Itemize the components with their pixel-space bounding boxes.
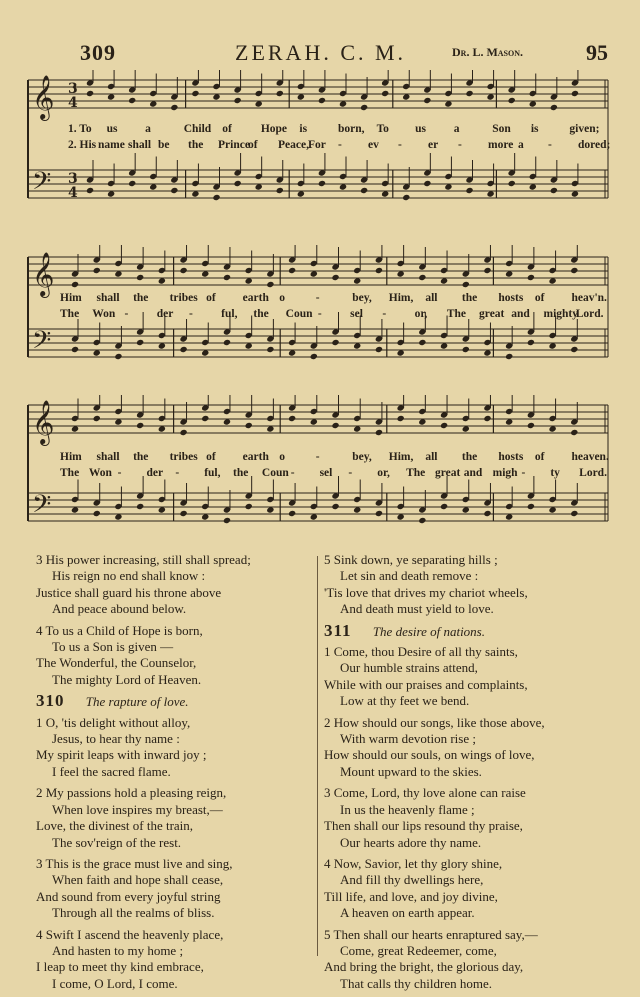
treble-clef-icon: 𝄞 <box>32 400 55 444</box>
lyric-syllable: ful, <box>221 308 238 320</box>
stanza-line: And bring the bright, the glorious day, <box>324 959 524 975</box>
note-head <box>571 90 579 97</box>
stanza <box>324 552 614 618</box>
note-head <box>136 339 144 346</box>
lyric-syllable: all <box>425 451 438 463</box>
note-head <box>508 97 516 104</box>
note-head <box>266 346 274 353</box>
note-head <box>288 510 296 517</box>
note-head <box>440 503 448 510</box>
note-head <box>179 346 187 353</box>
note-head <box>276 187 284 194</box>
stanza-line: My spirit leaps with inward joy ; <box>36 747 207 763</box>
lyric-syllable: great <box>434 467 461 479</box>
column-divider <box>317 556 318 956</box>
hymn-number: 309 <box>80 40 116 65</box>
lyric-syllable: Son <box>492 123 511 135</box>
lyric-syllable: hosts <box>498 292 524 304</box>
svg-text:3: 3 <box>68 81 78 97</box>
stanza <box>36 785 311 851</box>
stanza <box>36 927 311 993</box>
lyric-syllable: 1. To <box>68 123 92 135</box>
lyric-syllable: the <box>188 139 204 151</box>
lyric-syllable: us <box>106 123 118 135</box>
lyric-syllable: bey, <box>352 451 372 463</box>
stanza-line: Let sin and death remove : <box>340 568 479 584</box>
stanza-line: When love inspires my breast,— <box>52 801 223 817</box>
note-head <box>418 274 426 281</box>
note-head <box>93 415 101 422</box>
lyric-syllable: a <box>518 139 524 151</box>
lyric-syllable: Prince <box>218 139 250 151</box>
lyric-syllable: earth <box>242 451 269 463</box>
note-head <box>128 97 136 104</box>
note-head <box>402 194 410 201</box>
page-number: 95 <box>586 40 608 65</box>
lyric-syllable: - <box>315 292 320 304</box>
stanza-line: How should our souls, on wings of love, <box>324 747 535 763</box>
note-head <box>570 429 578 436</box>
lyric-syllable: bey, <box>352 292 372 304</box>
bass-staff <box>28 153 608 202</box>
note-head <box>179 510 187 517</box>
stanza-line: 4 Now, Savior, let thy glory shine, <box>324 855 503 871</box>
note-head <box>93 267 101 274</box>
lyric-syllable: Hope <box>260 123 288 135</box>
lyric-syllable: us <box>415 123 427 135</box>
note-head <box>527 422 535 429</box>
lyric-syllable: mighty <box>543 308 579 320</box>
lyric-syllable: - <box>124 308 129 320</box>
note-head <box>71 346 79 353</box>
music-system-1 <box>20 70 615 230</box>
lyric-syllable: migh <box>492 467 518 479</box>
note-head <box>223 274 231 281</box>
stanza <box>36 856 311 922</box>
lyric-syllable: more <box>488 139 514 151</box>
stanza-line: When faith and hope shall cease, <box>52 872 224 888</box>
note-head <box>223 339 231 346</box>
lyric-syllable: To <box>376 123 389 135</box>
lyric-syllable: of <box>206 292 216 304</box>
stanza-line: Till life, and love, and joy divine, <box>324 888 498 904</box>
lyric-syllable: - <box>548 139 552 151</box>
bass-clef-icon: 𝄢 <box>32 490 52 525</box>
lyric-syllable: er <box>428 139 439 151</box>
lyric-syllable: der <box>146 467 164 479</box>
tune-title: ZERAH. C. M. <box>235 40 407 65</box>
stanza-line: I come, O Lord, I come. <box>52 975 178 991</box>
note-head <box>527 339 535 346</box>
stanza-line: The mighty Lord of Heaven. <box>52 671 202 687</box>
hymn-311-heading <box>324 620 614 640</box>
lyric-syllable: Him, <box>388 292 414 304</box>
stanza-line: 2 My passions hold a pleasing reign, <box>36 785 227 801</box>
lyric-syllable: - <box>348 467 353 479</box>
stanza-line: I feel the sacred flame. <box>52 763 171 779</box>
stanza-line: Jesus, to hear thy name : <box>52 731 180 747</box>
note-head <box>423 180 431 187</box>
note-head <box>375 267 383 274</box>
note-head <box>170 187 178 194</box>
lyric-syllable: the <box>233 467 249 479</box>
stanza <box>324 644 614 710</box>
lyric-syllable: of <box>248 139 258 151</box>
stanza-line: 5 Sink down, ye separating hills ; <box>324 552 498 567</box>
stanza <box>36 552 311 618</box>
stanza-line: With warm devotion rise ; <box>340 731 476 747</box>
note-head <box>527 503 535 510</box>
stanza-line: Low at thy feet we bend. <box>340 693 470 709</box>
lyric-syllable: or, <box>377 467 390 479</box>
stanza-line: And fill thy dwellings here, <box>340 872 484 888</box>
note-head <box>179 429 187 436</box>
stanza-line: The Wonderful, the Counselor, <box>36 655 197 671</box>
stanza-line: Mount upward to the skies. <box>340 763 482 779</box>
stanza-line: 1 O, 'tis delight without alloy, <box>36 714 191 730</box>
left-text-column <box>36 552 311 997</box>
note-head <box>331 339 339 346</box>
note-head <box>360 104 368 111</box>
lyric-syllable: The <box>60 308 80 320</box>
stanza-line: Justice shall guard his throne above <box>36 584 222 600</box>
lyric-syllable: o <box>279 292 285 304</box>
lyric-syllable: Lord. <box>575 308 604 320</box>
note-head <box>93 510 101 517</box>
music-system-3 <box>20 395 615 545</box>
lyric-syllable: - <box>290 467 295 479</box>
stanza-line: I leap to meet thy kind embrace, <box>36 959 204 975</box>
hymn-310-title: The rapture of love. <box>85 694 189 710</box>
svg-text:4: 4 <box>68 95 78 111</box>
treble-clef-icon: 𝄞 <box>32 252 55 296</box>
lyric-syllable: Child <box>183 123 212 135</box>
note-head <box>266 281 274 288</box>
lyric-syllable: of <box>534 292 545 304</box>
lyric-syllable: - <box>188 308 193 320</box>
lyric-syllable: - <box>398 139 402 151</box>
stanza-line: While with our praises and complaints, <box>324 676 528 692</box>
note-head <box>462 281 470 288</box>
lyric-syllable: or, <box>414 308 428 320</box>
lyric-syllable: sel <box>350 308 363 320</box>
stanza-line: His reign no end shall know : <box>52 568 206 584</box>
stanza-line: And sound from every joyful string <box>36 888 221 904</box>
lyric-syllable: - <box>458 139 462 151</box>
lyric-syllable: Peace, <box>278 139 309 151</box>
lyric-syllable: sel <box>319 467 333 479</box>
note-head <box>71 281 79 288</box>
hymn-311-number: 311 <box>324 620 352 640</box>
lyric-syllable: heaven. <box>571 451 609 463</box>
right-text-column <box>324 552 614 997</box>
stanza-line: Love, the divinest of the train, <box>36 818 194 834</box>
note-head <box>310 353 318 360</box>
stanza-line: Our humble strains attend, <box>340 660 478 676</box>
lyric-syllable: dored; <box>578 139 611 151</box>
note-head <box>233 97 241 104</box>
note-head <box>331 503 339 510</box>
lyric-syllable: The <box>60 467 80 479</box>
note-head <box>212 194 220 201</box>
lyric-syllable: great <box>479 308 505 320</box>
lyric-syllable: ev <box>368 139 379 151</box>
note-head <box>550 104 558 111</box>
lyric-syllable: and <box>511 308 530 320</box>
lyric-syllable: Coun <box>261 467 289 479</box>
note-head <box>381 90 389 97</box>
lyric-syllable: 2. His <box>68 139 97 151</box>
note-head <box>288 267 296 274</box>
note-head <box>136 422 144 429</box>
note-head <box>483 415 491 422</box>
note-head <box>570 346 578 353</box>
stanza-line: 3 Come, Lord, thy love alone can raise <box>324 785 526 801</box>
lyric-syllable: Lord. <box>579 467 607 479</box>
lyric-syllable: the <box>133 292 149 304</box>
lyric-syllable: the <box>133 451 149 463</box>
lyric-syllable: Him <box>60 292 82 304</box>
note-head <box>483 510 491 517</box>
stanza-line: In us the heavenly flame ; <box>340 801 475 817</box>
lyric-syllable: is <box>299 123 308 135</box>
note-head <box>318 180 326 187</box>
note-head <box>508 180 516 187</box>
note-head <box>245 503 253 510</box>
note-head <box>179 267 187 274</box>
note-head <box>223 517 231 524</box>
note-head <box>233 180 241 187</box>
lyric-syllable: and <box>463 467 483 479</box>
stanza <box>36 715 311 781</box>
lyric-syllable: heav'n. <box>571 292 607 304</box>
lyric-syllable: - <box>117 467 122 479</box>
lyric-syllable: Him, <box>388 451 414 463</box>
note-head <box>86 90 94 97</box>
lyric-syllable: der <box>156 308 174 320</box>
stanza <box>324 785 614 851</box>
svg-text:4: 4 <box>68 185 78 201</box>
stanza <box>324 715 614 781</box>
lyric-syllable: Won <box>88 467 112 479</box>
stanza-line: And hasten to my home ; <box>52 942 184 958</box>
note-head <box>114 353 122 360</box>
stanza-line: 5 Then shall our hearts enraptured say,— <box>324 926 538 942</box>
note-head <box>191 90 199 97</box>
stanza <box>36 623 311 689</box>
treble-clef-icon: 𝄞 <box>32 75 55 119</box>
stanza-line: Through all the realms of bliss. <box>52 905 215 921</box>
note-head <box>128 180 136 187</box>
note-head <box>318 97 326 104</box>
lyric-syllable: the <box>461 292 478 304</box>
note-head <box>462 346 470 353</box>
note-head <box>136 503 144 510</box>
lyric-syllable: the <box>253 308 269 320</box>
lyric-syllable: ty <box>550 467 560 479</box>
hymn-310-number: 310 <box>36 691 65 711</box>
lyric-syllable: tribes <box>169 292 198 304</box>
stanza-line: To us a Son is given — <box>52 639 174 655</box>
lyric-syllable: The <box>406 467 426 479</box>
stanza <box>324 856 614 922</box>
lyric-syllable: For <box>308 139 326 151</box>
stanza-line: Come, great Redeemer, come, <box>340 942 497 958</box>
note-head <box>440 422 448 429</box>
note-head <box>170 104 178 111</box>
stanza-line: The sov'reign of the rest. <box>52 834 182 850</box>
stanza-line: Our hearts adore thy name. <box>340 834 482 850</box>
lyric-syllable: a <box>453 123 460 135</box>
lyric-syllable: all <box>425 292 438 304</box>
composer-credit: Dr. L. Mason. <box>452 45 523 59</box>
lyric-syllable: earth <box>242 292 269 304</box>
treble-staff <box>28 70 608 121</box>
hymn-311-stanzas <box>324 644 614 992</box>
stanza-line: And death must yield to love. <box>340 601 494 617</box>
note-head <box>483 267 491 274</box>
note-head <box>375 429 383 436</box>
note-head <box>201 415 209 422</box>
lyric-syllable: born, <box>338 123 365 135</box>
treble-staff <box>28 395 608 446</box>
note-head <box>423 97 431 104</box>
note-head <box>527 274 535 281</box>
lyric-syllable: - <box>317 308 322 320</box>
hymn-309-extra-stanzas <box>36 552 311 688</box>
lyric-syllable: tribes <box>169 451 198 463</box>
lyric-syllable: ful, <box>204 467 221 479</box>
lyric-syllable: - <box>338 139 342 151</box>
stanza-line: 4 Swift I ascend the heavenly place, <box>36 926 224 942</box>
svg-text:3: 3 <box>68 171 78 187</box>
lyric-syllable: of <box>222 123 232 135</box>
lyric-syllable: Coun <box>285 308 313 320</box>
note-head <box>360 187 368 194</box>
lyric-syllable: - <box>175 467 180 479</box>
lyric-syllable: of <box>206 451 216 463</box>
note-head <box>375 510 383 517</box>
stanza-line: 1 Come, thou Desire of all thy saints, <box>324 644 518 660</box>
lyric-syllable: a <box>145 123 151 135</box>
bass-clef-icon: 𝄢 <box>32 326 52 361</box>
bass-clef-icon: 𝄢 <box>32 167 52 202</box>
hymn-310-heading <box>36 693 311 710</box>
hymn-310-continued-stanzas <box>324 552 614 618</box>
lyric-syllable: Won <box>92 308 116 320</box>
note-head <box>465 187 473 194</box>
bass-staff <box>28 476 608 525</box>
lyric-syllable: is <box>530 123 539 135</box>
lyric-syllable: given; <box>569 123 600 135</box>
lyric-syllable: o <box>279 451 285 463</box>
stanza-line: 3 This is the grace must live and sing, <box>36 855 233 871</box>
lyric-syllable: Him <box>60 451 82 463</box>
note-head <box>505 353 513 360</box>
note-head <box>245 422 253 429</box>
stanza-line: 'Tis love that drives my chariot wheels, <box>324 584 528 600</box>
lyric-syllable: shall <box>96 292 120 304</box>
note-head <box>331 422 339 429</box>
lyric-syllable: - <box>521 467 526 479</box>
note-head <box>397 415 405 422</box>
note-head <box>331 274 339 281</box>
note-head <box>288 415 296 422</box>
lyric-syllable: shall <box>96 451 120 463</box>
stanza-line: 4 To us a Child of Hope is born, <box>36 622 203 638</box>
note-head <box>570 510 578 517</box>
lyric-syllable: be <box>158 139 170 151</box>
lyric-syllable: shall <box>128 139 152 151</box>
lyric-syllable: name <box>98 139 125 151</box>
note-head <box>276 90 284 97</box>
note-head <box>550 187 558 194</box>
stanza-line: Then shall our lips resound thy praise, <box>324 818 523 834</box>
lyric-syllable: - <box>382 308 387 320</box>
stanza-line: And peace abound below. <box>52 601 187 617</box>
lyric-syllable: The <box>446 308 466 320</box>
lyric-syllable: of <box>534 451 545 463</box>
stanza <box>324 927 614 993</box>
page-header <box>0 40 640 70</box>
note-head <box>418 339 426 346</box>
stanza-line: A heaven on earth appear. <box>340 905 475 921</box>
treble-staff <box>28 245 608 298</box>
note-head <box>418 517 426 524</box>
stanza-line: 3 His power increasing, still shall spread; <box>36 552 251 567</box>
lyric-syllable: the <box>461 451 478 463</box>
note-head <box>570 267 578 274</box>
lyric-syllable: - <box>315 451 320 463</box>
lyric-syllable: hosts <box>498 451 524 463</box>
stanza-line: 2 How should our songs, like those above, <box>324 714 545 730</box>
note-head <box>136 274 144 281</box>
stanza-line: That calls thy children home. <box>340 975 492 991</box>
hymn-311-title: The desire of nations. <box>372 623 485 639</box>
hymn-310-stanzas <box>36 715 311 993</box>
note-head <box>86 187 94 194</box>
note-head <box>375 346 383 353</box>
music-system-2 <box>20 245 615 375</box>
note-head <box>465 90 473 97</box>
